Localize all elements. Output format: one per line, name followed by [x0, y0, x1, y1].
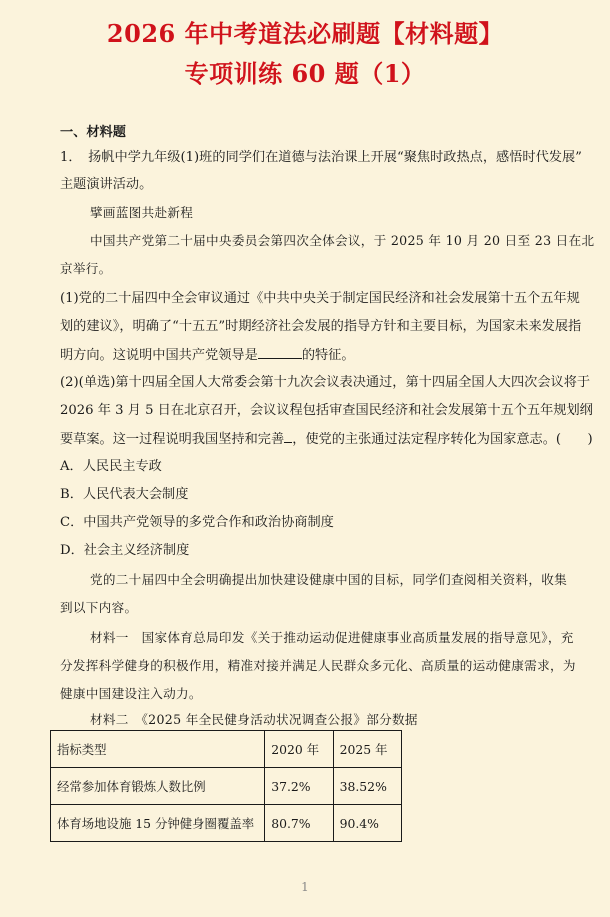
table-row — [51, 768, 402, 805]
option-a: A．人民民主专政 — [60, 459, 162, 474]
question-stem-line: 主题演讲活动。 — [60, 177, 153, 192]
table-cell: 90.4% — [333, 805, 401, 842]
table-header-cell: 2020 年 — [265, 731, 333, 768]
option-d: D．社会主义经济制度 — [60, 543, 190, 558]
table-header-row — [51, 731, 402, 768]
subquestion-2-line: (2)(单选)第十四届全国人大常委会第十九次会议表决通过，第十四届全国人大四次会议将于 — [60, 375, 591, 390]
health-intro-line: 到以下内容。 — [60, 600, 138, 615]
material-subtitle: 擘画蓝图共赴新程 — [90, 205, 194, 220]
table-header-cell: 指标类型 — [51, 731, 265, 768]
material-2-caption: 材料二 《2025 年全民健身活动状况调查公报》部分数据 — [90, 712, 418, 727]
subquestion-1-text: 明方向。这说明中国共产党领导是 — [60, 348, 258, 363]
subquestion-2-text: ，使党的主张通过法定程序转化为国家意志。( ) — [292, 432, 593, 447]
table-header-cell: 2025 年 — [333, 731, 401, 768]
data-table — [50, 730, 402, 842]
section-heading: 一、材料题 — [60, 125, 126, 140]
question-stem-line: 1． 扬帆中学九年级(1)班的同学们在道德与法治课上开展“聚焦时政热点，感悟时代发展” — [60, 150, 582, 165]
answer-blank — [284, 430, 292, 443]
table-cell: 80.7% — [265, 805, 333, 842]
table-cell: 37.2% — [265, 768, 333, 805]
subquestion-1-line — [60, 346, 355, 365]
page-number: 1 — [301, 880, 309, 894]
document-title: 2026 年中考道法必刷题【材料题】 — [106, 19, 504, 48]
material-1-line: 分发挥科学健身的积极作用，精准对接并满足人民群众多元化、高质量的运动健康需求，为 — [60, 658, 576, 673]
news-text-line: 中国共产党第二十届中央委员会第四次全体会议，于 2025 年 10 月 20 日至 23 日在北 — [90, 233, 595, 248]
material-1-line: 材料一 国家体育总局印发《关于推动运动促进健康事业高质量发展的指导意见》，充 — [90, 630, 574, 645]
subquestion-1-text: 的特征。 — [301, 348, 355, 363]
table-cell: 体育场地设施 15 分钟健身圈覆盖率 — [51, 805, 265, 842]
subquestion-2-line: 2026 年 3 月 5 日在北京召开，会议议程包括审查国民经济和社会发展第十五个五年规划纲 — [60, 403, 593, 418]
option-b: B．人民代表大会制度 — [60, 487, 189, 502]
health-intro-line: 党的二十届四中全会明确提出加快建设健康中国的目标，同学们查阅相关资料，收集 — [90, 572, 568, 587]
table-cell: 经常参加体育锻炼人数比例 — [51, 768, 265, 805]
answer-blank — [258, 346, 302, 359]
subquestion-2-line — [60, 430, 593, 449]
document-subtitle: 专项训练 60 题（1） — [184, 59, 426, 88]
material-1-line: 健康中国建设注入动力。 — [60, 686, 202, 701]
table-cell: 38.52% — [333, 768, 401, 805]
subquestion-1-line: (1)党的二十届四中全会审议通过《中共中央关于制定国民经济和社会发展第十五个五年规 — [60, 291, 580, 306]
subquestion-1-line: 划的建议》，明确了“十五五”时期经济社会发展的指导方针和主要目标，为国家未来发展指 — [60, 319, 582, 334]
table-row — [51, 805, 402, 842]
subquestion-2-text: 要草案。这一过程说明我国坚持和完善 — [60, 432, 285, 447]
news-text-line: 京举行。 — [60, 261, 112, 276]
option-c: C．中国共产党领导的多党合作和政治协商制度 — [60, 515, 334, 530]
